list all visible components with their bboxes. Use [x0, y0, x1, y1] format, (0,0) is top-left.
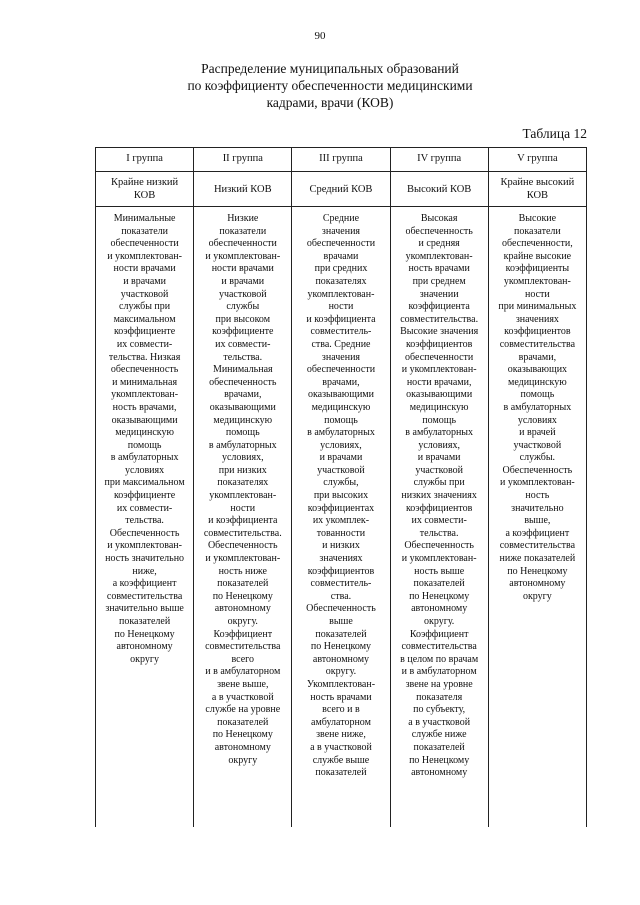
table-header-row — [96, 148, 587, 172]
group-description: Средние значения обеспеченности врачами при средних показателях укомплектован- ности и коэффициента совместитель- ства. Средние значения обеспеченности врачами, оказывающими медицинскую помощь в амбулаторных условиях, и врачами участковой службы, при высоких коэффициентах их укомплек- тованности и низких значениях коэффициентов совместитель- ства. Обеспеченность выше показателей по Ненецкому автономному округу. Укомплектован- ность врачами всего и в амбулаторном звене ниже, а в участковой службе выше показателей — [292, 207, 390, 828]
group-description: Высокие показатели обеспеченности, крайне высокие коэффициенты укомплектован- ности при минимальных значениях коэффициентов совместительства врачами, оказывающих медицинскую помощь в амбулаторных условиях и врачей участковой службы. Обеспеченность и укомплектован- ность значительно выше, а коэффициент совместительства ниже показателей по Ненецкому автономному округу — [488, 207, 586, 828]
group-level: Крайне высокий КОВ — [488, 172, 586, 207]
group-header: IV группа — [390, 148, 488, 172]
table-description-row — [96, 207, 587, 828]
group-description: Высокая обеспеченность и средняя укомплектован- ность врачами при среднем значении коэффициента совместительства. Высокие значения коэффициентов обеспеченности и укомплектован- ности врачами, оказывающими медицинскую помощь в амбулаторных условиях, и врачами участковой службы при низких значениях коэффициентов их совмести- тельства. Обеспеченность и укомплектован- ность выше показателей по Ненецкому автономному округу. Коэффициент совместительства в целом по врачам и в амбулаторном звене на уровне показателя по субъекту, а в участковой службе ниже показателей по Ненецкому автономному — [390, 207, 488, 828]
group-description: Низкие показатели обеспеченности и укомплектован- ности врачами и врачами участковой службы при высоком коэффициенте их совмести- тельства. Минимальная обеспеченность врачами, оказывающими медицинскую помощь в амбулаторных условиях, при низких показателях укомплектован- ности и коэффициента совместительства. Обеспеченность и укомплектован- ность ниже показателей по Ненецкому автономному округу. Коэффициент совместительства всего и в амбулаторном звене выше, а в участковой службе на уровне показателей по Ненецкому автономному округу — [194, 207, 292, 828]
group-description: Минимальные показатели обеспеченности и укомплектован- ности врачами и врачами участковой службы при максимальном коэффициенте их совмести- тельства. Низкая обеспеченность и минимальная укомплектован- ность врачами, оказывающими медицинскую помощь в амбулаторных условиях при максимальном коэффициенте их совмести- тельства. Обеспеченность и укомплектован- ность значительно ниже, а коэффициент совместительства значительно выше показателей по Ненецкому автономному округу — [96, 207, 194, 828]
group-header: III группа — [292, 148, 390, 172]
table-label: Таблица 12 — [522, 126, 587, 141]
group-level: Низкий КОВ — [194, 172, 292, 207]
page-title: Распределение муниципальных образований по коэффициенту обеспеченности медицинскими кадрами, врачи (КОВ) — [187, 61, 473, 110]
group-level: Средний КОВ — [292, 172, 390, 207]
group-header: I группа — [96, 148, 194, 172]
group-header: V группа — [488, 148, 586, 172]
group-level: Высокий КОВ — [390, 172, 488, 207]
table-level-row — [96, 172, 587, 207]
group-level: Крайне низкий КОВ — [96, 172, 194, 207]
groups-table — [95, 147, 587, 827]
group-header: II группа — [194, 148, 292, 172]
page-number: 90 — [314, 30, 326, 42]
